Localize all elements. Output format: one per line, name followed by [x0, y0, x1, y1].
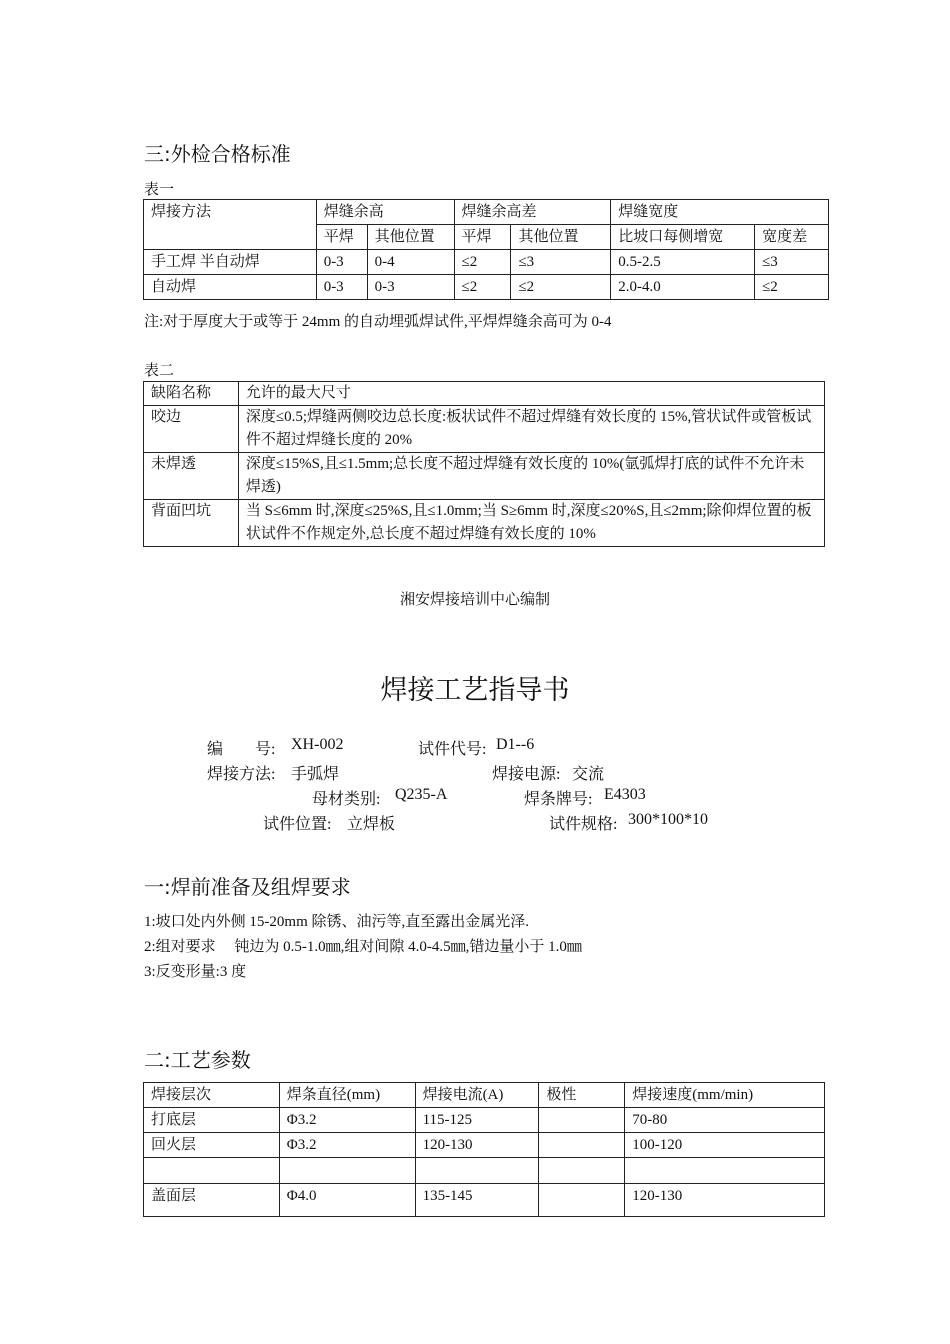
- table1-caption: 表一: [144, 182, 175, 198]
- params-cell: Φ3.2: [279, 1108, 415, 1133]
- info-number-label: 编 号:: [207, 741, 276, 758]
- table2-header-max-size: 允许的最大尺寸: [238, 382, 824, 406]
- params-header: 焊接速度(mm/min): [625, 1083, 825, 1108]
- table1-header-method: 焊接方法: [144, 200, 317, 250]
- params-cell: 100-120: [625, 1133, 825, 1158]
- table2-header-defect: 缺陷名称: [144, 382, 239, 406]
- params-cell: 120-130: [415, 1133, 539, 1158]
- params-cell: Φ4.0: [279, 1184, 415, 1217]
- table1-subheader: 宽度差: [755, 225, 829, 250]
- table2-cell: 咬边: [144, 406, 239, 453]
- info-electrode-value: E4303: [604, 786, 646, 803]
- table1-header-reinforcement: 焊缝余高: [316, 200, 454, 225]
- params-cell: [625, 1158, 825, 1184]
- table-row: [144, 406, 825, 453]
- info-position-label: 试件位置:: [263, 816, 332, 833]
- table-row: [144, 453, 825, 500]
- params-cell: 打底层: [144, 1108, 280, 1133]
- params-header: 焊条直径(mm): [279, 1083, 415, 1108]
- params-header: 焊接层次: [144, 1083, 280, 1108]
- params-cell: [539, 1133, 625, 1158]
- table1-cell: ≤3: [511, 250, 611, 275]
- info-spec-label: 试件规格:: [549, 816, 618, 833]
- info-position-value: 立焊板: [347, 816, 396, 833]
- table2-cell: 未焊透: [144, 453, 239, 500]
- info-material-label: 母材类别:: [312, 791, 381, 808]
- prep-line-3: 3:反变形量:3 度: [144, 964, 247, 980]
- info-method-value: 手弧焊: [291, 766, 340, 783]
- info-specimen-code-value: D1--6: [496, 736, 535, 753]
- table1-header-width: 焊缝宽度: [611, 200, 829, 225]
- process-parameters-table: [143, 1082, 825, 1217]
- info-power-value: 交流: [572, 766, 605, 783]
- table-row: [144, 275, 829, 300]
- table1-cell: 0-3: [367, 275, 454, 300]
- info-method-label: 焊接方法:: [207, 766, 276, 783]
- table1-weld-appearance: [143, 199, 829, 300]
- section-heading-parameters: 二:工艺参数: [144, 1048, 251, 1072]
- prep-line-2: 2:组对要求 钝边为 0.5-1.0㎜,组对间隙 4.0-4.5㎜,错边量小于 1.0㎜: [144, 939, 582, 955]
- table1-cell: 0-3: [316, 275, 367, 300]
- params-cell: 70-80: [625, 1108, 825, 1133]
- table-row: [144, 1158, 825, 1184]
- params-cell: [415, 1158, 539, 1184]
- params-cell: [539, 1158, 625, 1184]
- table1-cell: ≤2: [454, 275, 511, 300]
- params-cell: [144, 1158, 280, 1184]
- table-row: [144, 250, 829, 275]
- table1-cell: ≤3: [755, 250, 829, 275]
- info-material-value: Q235-A: [395, 786, 448, 803]
- params-cell: 120-130: [625, 1184, 825, 1217]
- table2-cell: 深度≤15%S,且≤1.5mm;总长度不超过焊缝有效长度的 10%(氩弧焊打底的试件不允许未焊透): [238, 453, 824, 500]
- params-cell: [279, 1158, 415, 1184]
- table1-subheader: 其他位置: [367, 225, 454, 250]
- params-cell: 135-145: [415, 1184, 539, 1217]
- table1-cell: ≤2: [511, 275, 611, 300]
- table1-cell: ≤2: [454, 250, 511, 275]
- params-header: 极性: [539, 1083, 625, 1108]
- table-row: [144, 1108, 825, 1133]
- section-heading-preparation: 一:焊前准备及组焊要求: [144, 875, 351, 899]
- table1-cell: ≤2: [755, 275, 829, 300]
- table2-caption: 表二: [144, 363, 175, 379]
- table1-cell: 手工焊 半自动焊: [144, 250, 317, 275]
- table2-cell: 当 S≤6mm 时,深度≤25%S,且≤1.0mm;当 S≥6mm 时,深度≤20%S,且≤2mm;除仰焊位置的板状试件不作规定外,总长度不超过焊缝有效长度的 10%: [238, 500, 824, 547]
- params-cell: 115-125: [415, 1108, 539, 1133]
- table-row: [144, 1133, 825, 1158]
- params-cell: Φ3.2: [279, 1133, 415, 1158]
- compiler-credit: 湘安焊接培训中心编制: [399, 592, 550, 608]
- table1-cell: 0-3: [316, 250, 367, 275]
- params-cell: 盖面层: [144, 1184, 280, 1217]
- params-header: 焊接电流(A): [415, 1083, 539, 1108]
- table1-header-reinforcement-diff: 焊缝余高差: [454, 200, 611, 225]
- table1-subheader: 平焊: [454, 225, 511, 250]
- params-cell: [539, 1108, 625, 1133]
- table1-cell: 2.0-4.0: [611, 275, 755, 300]
- table1-cell: 0.5-2.5: [611, 250, 755, 275]
- table2-cell: 深度≤0.5;焊缝两侧咬边总长度:板状试件不超过焊缝有效长度的 15%,管状试件或管板试件不超过焊缝长度的 20%: [238, 406, 824, 453]
- table2-defect-limits: [143, 381, 825, 547]
- info-power-label: 焊接电源:: [492, 766, 561, 783]
- info-number-value: XH-002: [291, 736, 344, 753]
- info-specimen-code-label: 试件代号:: [418, 741, 487, 758]
- table1-cell: 0-4: [367, 250, 454, 275]
- prep-line-1: 1:坡口处内外侧 15-20mm 除锈、油污等,直至露出金属光泽.: [144, 914, 529, 930]
- params-cell: [539, 1184, 625, 1217]
- table-row: [144, 500, 825, 547]
- table1-subheader: 其他位置: [511, 225, 611, 250]
- section-heading-inspection: 三:外检合格标准: [144, 142, 291, 166]
- page-title: 焊接工艺指导书: [380, 675, 570, 706]
- info-electrode-label: 焊条牌号:: [524, 791, 593, 808]
- table2-cell: 背面凹坑: [144, 500, 239, 547]
- table-row: [144, 1184, 825, 1217]
- table1-note: 注:对于厚度大于或等于 24mm 的自动埋弧焊试件,平焊焊缝余高可为 0-4: [144, 314, 612, 330]
- info-spec-value: 300*100*10: [628, 811, 708, 828]
- table1-subheader: 平焊: [316, 225, 367, 250]
- table1-subheader: 比坡口每侧增宽: [611, 225, 755, 250]
- table1-cell: 自动焊: [144, 275, 317, 300]
- params-cell: 回火层: [144, 1133, 280, 1158]
